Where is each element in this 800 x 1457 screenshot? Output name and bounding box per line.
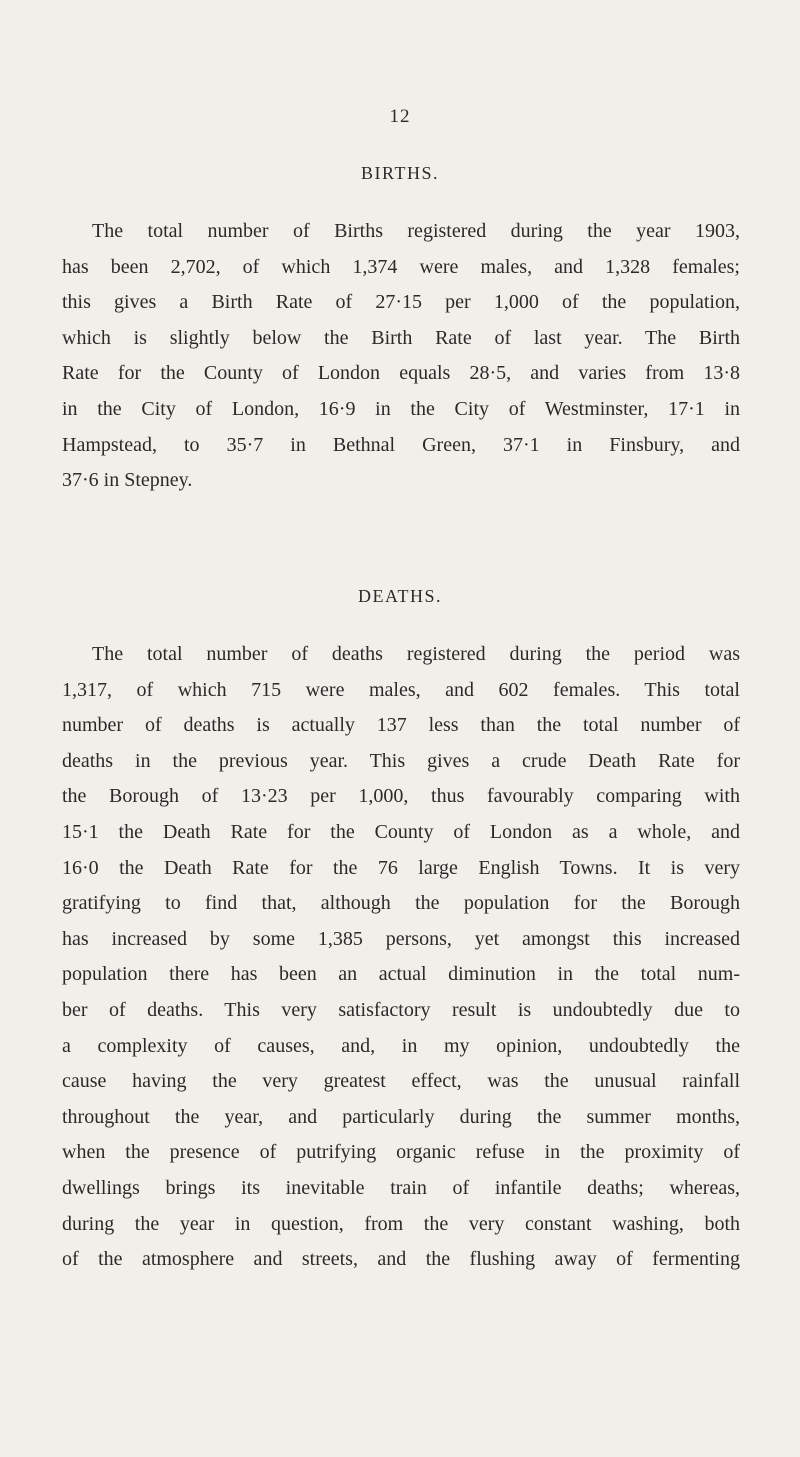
paragraph-line: ber of deaths. This very satisfactory result is undoubtedly due to <box>62 998 740 1021</box>
paragraph-line: during the year in question, from the very constant washing, both <box>62 1212 740 1235</box>
paragraph-line: has been 2,702, of which 1,374 were males, and 1,328 females; <box>62 255 740 278</box>
paragraph-line: this gives a Birth Rate of 27·15 per 1,000 of the population, <box>62 291 740 314</box>
paragraph-line: population there has been an actual diminution in the total num- <box>62 963 740 986</box>
paragraph-line: 1,317, of which 715 were males, and 602 females. This total <box>62 678 740 701</box>
paragraph-line: when the presence of putrifying organic refuse in the proximity of <box>62 1141 740 1164</box>
paragraph-line: The total number of deaths registered during the period was <box>92 643 740 665</box>
paragraph-line: 37·6 in Stepney. <box>62 469 193 492</box>
births-paragraph <box>62 214 740 499</box>
paragraph-line: gratifying to find that, although the population for the Borough <box>62 892 740 915</box>
paragraph-line: has increased by some 1,385 persons, yet amongst this increased <box>62 927 740 950</box>
paragraph-line: Hampstead, to 35·7 in Bethnal Green, 37·1 in Finsbury, and <box>62 433 740 456</box>
paragraph-line: the Borough of 13·23 per 1,000, thus favourably comparing with <box>62 785 740 808</box>
paragraph-line: 16·0 the Death Rate for the 76 large English Towns. It is very <box>62 856 740 879</box>
deaths-heading: DEATHS. <box>357 586 442 606</box>
paragraph-line: deaths in the previous year. This gives a crude Death Rate for <box>62 749 740 772</box>
paragraph-line: of the atmosphere and streets, and the flushing away of fermenting <box>62 1248 740 1271</box>
paragraph-line: The total number of Births registered during the year 1903, <box>92 220 740 242</box>
page-number: 12 <box>389 106 411 127</box>
paragraph-line: dwellings brings its inevitable train of infantile deaths; whereas, <box>62 1176 740 1199</box>
paragraph-line: throughout the year, and particularly during the summer months, <box>62 1105 740 1128</box>
paragraph-line: cause having the very greatest effect, was the unusual rainfall <box>62 1070 740 1093</box>
paragraph-line: which is slightly below the Birth Rate of last year. The Birth <box>62 326 740 349</box>
paragraph-line: a complexity of causes, and, in my opinion, undoubtedly the <box>62 1034 740 1057</box>
paragraph-line: 15·1 the Death Rate for the County of London as a whole, and <box>62 820 740 843</box>
paragraph-line: number of deaths is actually 137 less than the total number of <box>62 714 740 737</box>
paragraph-line: in the City of London, 16·9 in the City of Westminster, 17·1 in <box>62 397 740 420</box>
births-heading: BIRTHS. <box>361 163 439 183</box>
paragraph-line: Rate for the County of London equals 28·5, and varies from 13·8 <box>62 362 740 385</box>
deaths-paragraph <box>62 637 740 1278</box>
